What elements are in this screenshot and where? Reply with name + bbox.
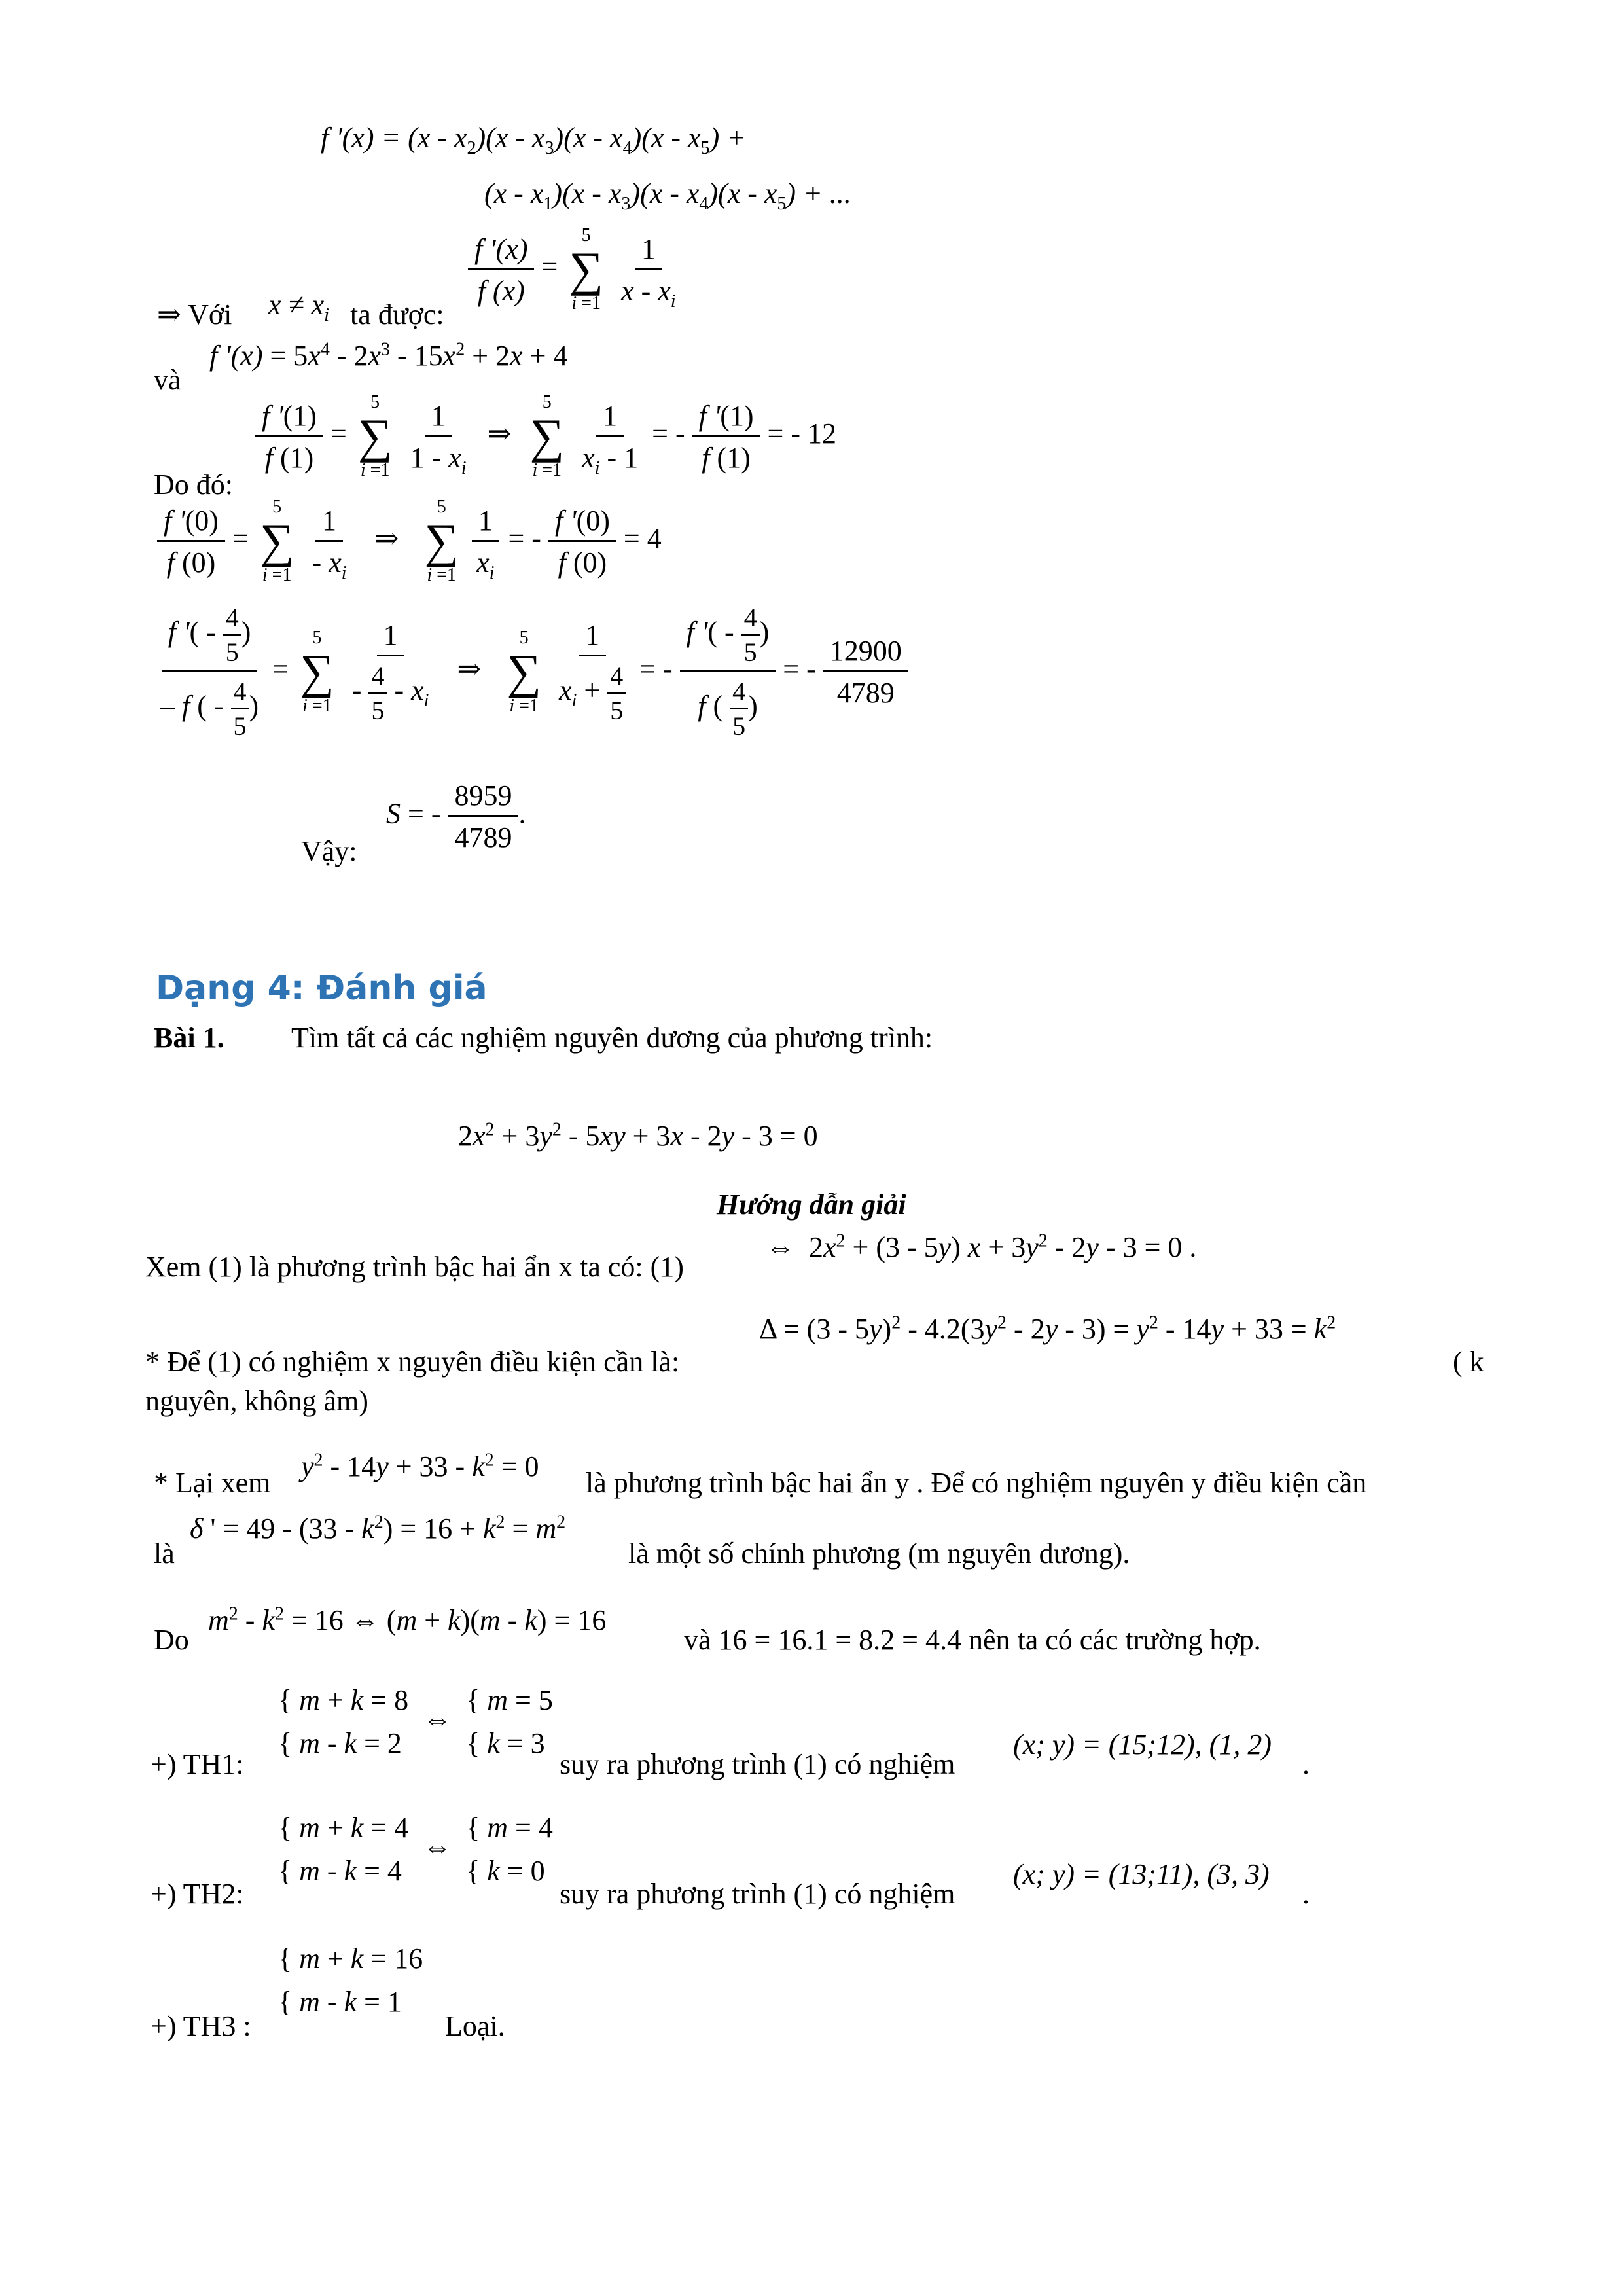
main-equation: $2x^2 + 3y^2 - 5xy + 3x - 2y - 3 = 0$ [458, 1119, 818, 1152]
factor-equation: $m^2 - k^2 = 16$ ⇔ (m + k)(m - k) = 16 [208, 1604, 607, 1636]
case3-system: { m + k = 16 { m - k = 1 [278, 1943, 423, 2018]
discriminant-y: δ ' = $49 - (33 - k^2) = 16 + k^2 = m^2$ [190, 1512, 566, 1545]
cases-text: và 16 = 16.1 = 8.2 = 4.4 nên ta có các trường hợp. [684, 1624, 1261, 1656]
denominator-4789: 4789 [836, 677, 895, 709]
voi-label: ⇒ Với [157, 298, 232, 331]
sum-at-1: $\frac{f '(1)}{f (1)}$ = 5 ∑ i =1 $\frac{1}{1 - x_i}$ ⇒ 5 ∑ i =1 $\frac{1}{x_i - 1}$ = - $\frac{f '(1)}{f (1)}$ = - 12 [255, 393, 836, 480]
numerator-12900: 12900 [823, 634, 908, 672]
log-derivative-sum: $\frac{f '(x)}{f (x)}$ = 5 ∑ i =1 $\frac{1}{x - x_i}$ [468, 226, 683, 314]
condition-x-ne-xi: $x \ne x_i$ [268, 289, 329, 325]
value-minus-12: = - 12 [767, 418, 837, 450]
numerator-8959: 8959 [448, 779, 518, 817]
k-condition: nguyên, không âm) [145, 1385, 368, 1417]
exercise-text: Tìm tất cả các nghiệm nguyên dương của phương trình: [291, 1022, 933, 1054]
sum-at-0: $\frac{f '(0)}{f (0)}$ = 5 ∑ i =1 $\frac{1}{- x_i}$ ⇒ 5 ∑ i =1 $\frac{1}{x_i}$ = - $\frac{f '(0)}{f (0)}$ = 4 [157, 497, 662, 585]
case3-label: +) TH3 : [151, 2010, 251, 2042]
xem-text: Xem (1) là phương trình bậc hai ẩn x ta có: (1) [145, 1251, 684, 1283]
k-paren: ( k [1453, 1346, 1484, 1378]
case2-period: . [1302, 1878, 1310, 1910]
case2-suy-ra: suy ra phương trình (1) có nghiệm [560, 1878, 955, 1910]
discriminant-x: $\Delta = (3 - 5y)^2 - 4.2(3y^2 - 2y - 3) = y^2 - 14y + 33 = k^2$ [759, 1312, 1336, 1345]
case1-solutions: (x; y) = (15;12), (1, 2) [1013, 1729, 1272, 1761]
case2-system: { m + k = 4 { m - k = 4 ⇔ { m = 4 { k = 0 [278, 1812, 553, 1887]
quadratic-in-y: $y^2 - 14y + 33 - k^2 = 0$ [301, 1450, 539, 1482]
condition-text: * Để (1) có nghiệm x nguyên điều kiện cần là: [145, 1346, 680, 1378]
lai-xem-tail: là phương trình bậc hai ẩn y . Để có nghiệm nguyên y điều kiện cần [586, 1467, 1367, 1499]
result-S: S = - $\frac{8959}{4789}$ . [386, 780, 526, 853]
case1-period: . [1302, 1748, 1310, 1780]
ta-duoc-label: ta được: [350, 298, 444, 331]
perfect-square-text: là một số chính phương (m nguyên dương). [628, 1537, 1130, 1570]
case1-suy-ra: suy ra phương trình (1) có nghiệm [560, 1748, 955, 1780]
case3-rejected: Loại. [445, 2010, 505, 2042]
vay-label: Vậy: [301, 835, 357, 867]
case2-solutions: (x; y) = (13;11), (3, 3) [1013, 1858, 1270, 1890]
quadratic-in-x: ⇔ $2x^2 + (3 - 5y) x + 3y^2 - 2y - 3 = 0$ . [766, 1230, 1197, 1263]
case1-system: { m + k = 8 { m - k = 2 ⇔ { m = 5 { k = 3 [278, 1684, 553, 1759]
case1-label: +) TH1: [151, 1748, 244, 1780]
derivative-product-line-1: f '$(x) = (x - x_2)(x - x_3)(x - x_4)(x - x_5)$ + [321, 122, 746, 158]
sum-at-minus-four-fifths: f '( - $\frac{4}{5}$ ) – f ( - $\frac{4}{5}$ ) = 5 ∑ i =1 1 - $\frac{4}{5}$ - $x_i$ ⇒ 5 ∑ i =1 1 $x_i$ + $\frac{4}{5}$ = - f '( - $\frac{4}{5}$ ) f ( $\frac{4}{5}$ ) = - $\frac{12900}{4789}$ [154, 602, 908, 742]
va-label: và [154, 364, 181, 396]
do-label: Do [154, 1624, 189, 1656]
derivative-product-line-2: $(x - x_1)(x - x_3)(x - x_4)(x - x_5)$ + ... [484, 177, 851, 214]
value-eq-4: = 4 [623, 522, 662, 555]
exercise-number: Bài 1. [154, 1022, 224, 1054]
lai-xem-text: * Lại xem [154, 1467, 271, 1499]
section-heading: Dạng 4: Đánh giá [156, 969, 488, 1008]
solution-heading: Hướng dẫn giải [717, 1189, 906, 1221]
case2-label: +) TH2: [151, 1878, 244, 1910]
la-label: là [154, 1537, 175, 1570]
derivative-polynomial: f '$(x) = 5x^4 - 2x^3 - 15x^2 + 2x + 4$ [209, 339, 568, 372]
do-do-label: Do đó: [154, 469, 233, 501]
